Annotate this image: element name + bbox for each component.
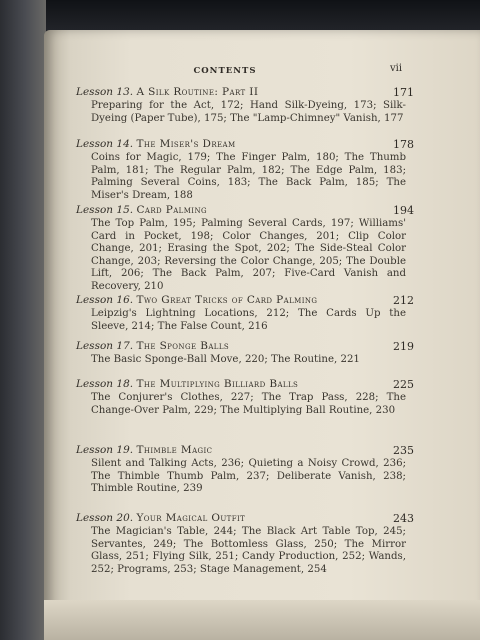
toc-entry-lesson-14 [76,138,414,202]
lesson-topics: The Top Palm, 195; Palming Several Cards, 197; Williams' Card in Pocket, 198; Color Changes, 201; Clip Color Change, 201; Erasing the Spot, 202; The Side-Steal Color Change, 203; Reversing the Color Change, 205; The Double Lift, 206; The Back Palm, 207; Five-Card Vanish and Recovery, 210 [91,218,406,292]
lesson-title: Your Magical Outfit [136,512,246,524]
lesson-page: 235 [393,444,414,457]
lesson-page: 194 [393,204,414,217]
lesson-number: Lesson 13. [76,86,134,98]
lesson-topics: Silent and Talking Acts, 236; Quieting a Noisy Crowd, 236; The Thimble Thumb Palm, 237; Deliberate Vanish, 238; Thimble Routine, 239 [91,458,406,494]
lesson-number: Lesson 15. [76,204,134,216]
lesson-topics: The Magician's Table, 244; The Black Art Table Top, 245; Servantes, 249; The Bottomless Glass, 250; The Mirror Glass, 251; Flying Silk, 251; Candy Production, 252; Wands, 252; Programs, 253; Stage Management, 254 [91,526,406,575]
lesson-title: The Multiplying Billiard Balls [136,378,299,390]
lesson-topics: The Conjurer's Clothes, 227; The Trap Pass, 228; The Change-Over Palm, 229; The Multiplying Ball Routine, 230 [91,392,406,416]
lesson-number: Lesson 18. [76,378,134,390]
lesson-topics: Preparing for the Act, 172; Hand Silk-Dyeing, 173; Silk-Dyeing (Paper Tube), 175; The "Lamp-Chimney" Vanish, 177 [91,100,406,124]
toc-entry-lesson-19 [76,444,414,496]
lesson-title: Two Great Tricks of Card Palming [136,294,318,306]
lesson-title: The Miser's Dream [136,138,236,150]
lesson-number: Lesson 14. [76,138,134,150]
lesson-title: Card Palming [136,204,207,216]
lesson-page: 212 [393,294,414,307]
lesson-number: Lesson 19. [76,444,134,456]
book-cover-edge [0,0,46,640]
toc-entry-lesson-17 [76,340,414,367]
lesson-number: Lesson 17. [76,340,134,352]
lesson-topics: Leipzig's Lightning Locations, 212; The Cards Up the Sleeve, 214; The False Count, 216 [91,308,406,332]
lesson-title: The Sponge Balls [136,340,230,352]
lesson-topics: The Basic Sponge-Ball Move, 220; The Routine, 221 [91,354,360,365]
toc-entry-lesson-20 [76,512,414,576]
page-number: vii [390,63,403,74]
lesson-page: 178 [393,138,414,151]
toc-entry-lesson-15 [76,204,414,293]
page-bottom-edge [44,600,480,640]
toc-entry-lesson-18 [76,378,414,417]
lesson-number: Lesson 20. [76,512,134,524]
lesson-page: 243 [393,512,414,525]
lesson-topics: Coins for Magic, 179; The Finger Palm, 180; The Thumb Palm, 181; The Regular Palm, 182; The Edge Palm, 183; Palming Several Coins, 183; The Back Palm, 185; The Miser's Dream, 188 [91,152,406,201]
lesson-page: 171 [393,86,414,99]
lesson-page: 225 [393,378,414,391]
toc-entry-lesson-13 [76,86,414,125]
lesson-title: A Silk Routine: Part II [136,86,259,98]
lesson-number: Lesson 16. [76,294,134,306]
lesson-page: 219 [393,340,414,353]
toc-entry-lesson-16 [76,294,414,333]
page-header: CONTENTS [193,66,257,76]
lesson-title: Thimble Magic [136,444,213,456]
